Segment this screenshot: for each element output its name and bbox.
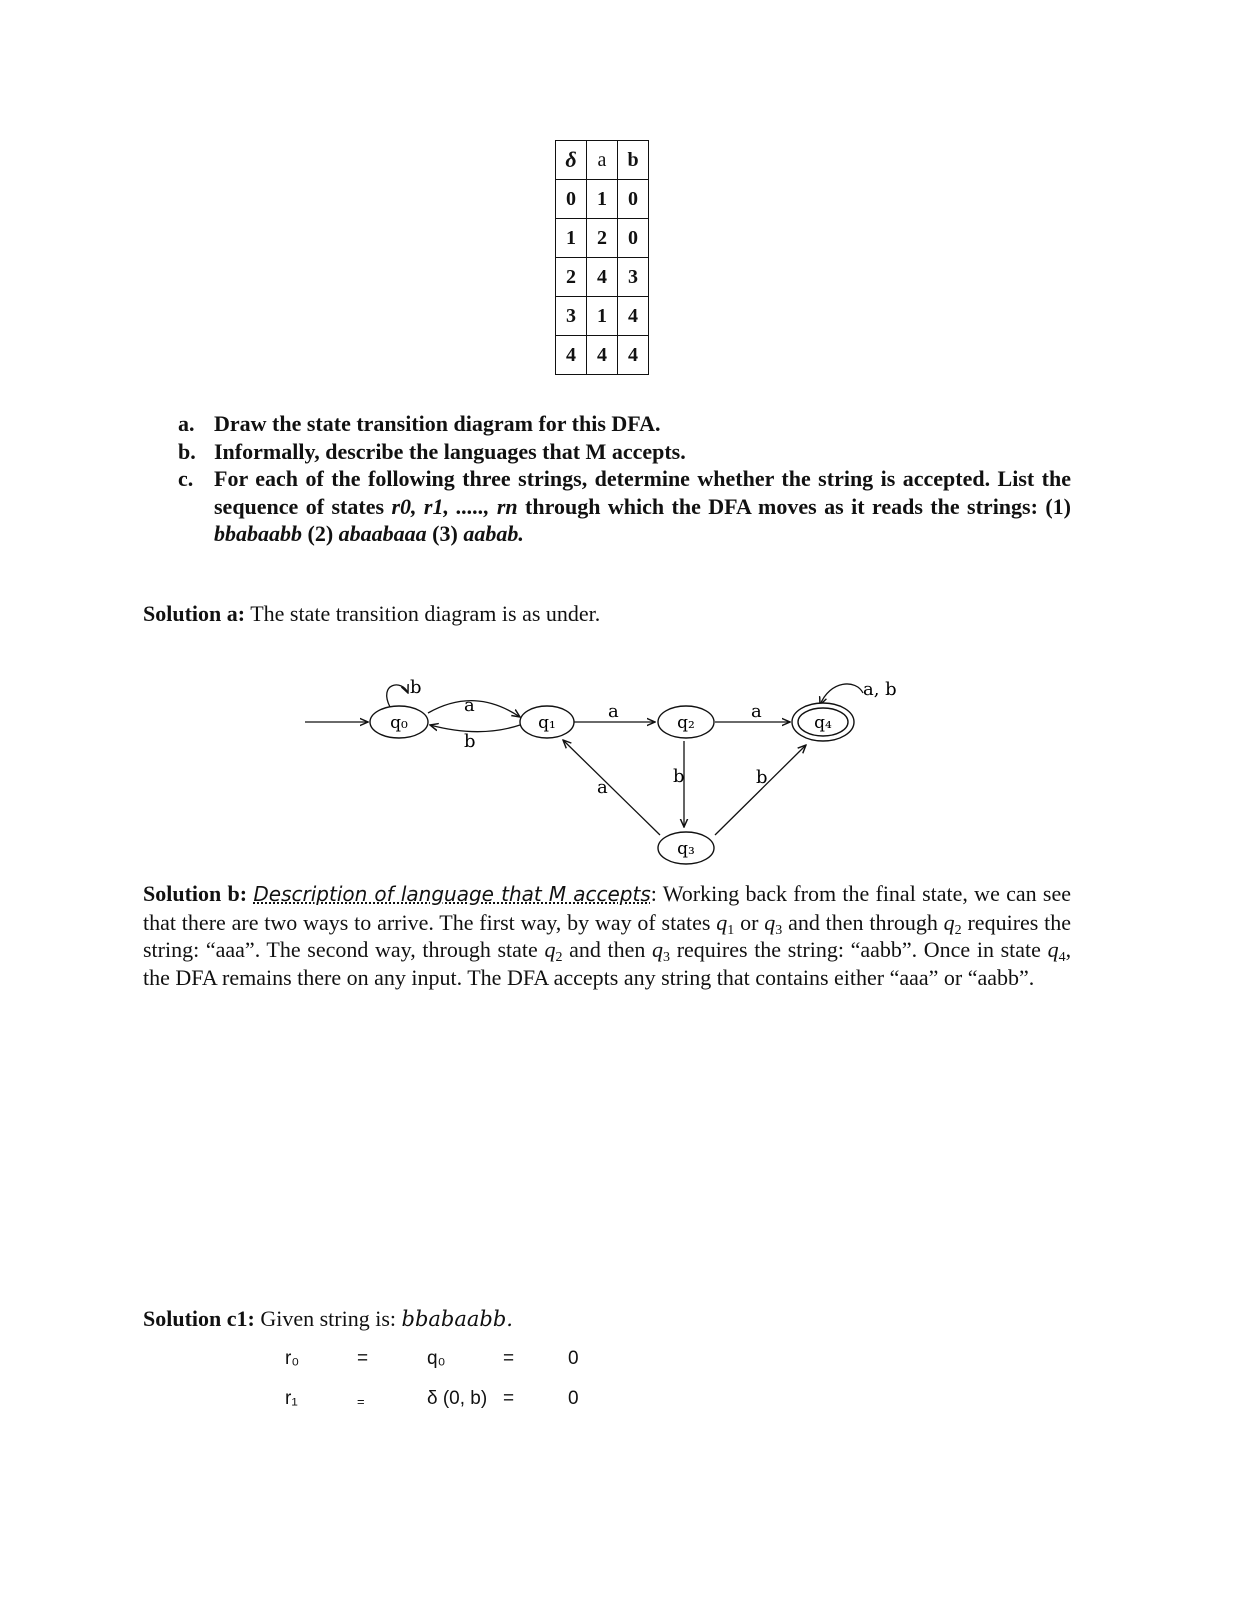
edge-q3-q4 <box>715 745 806 835</box>
table-cell: 2 <box>556 258 587 297</box>
trace-lhs: r₀ <box>285 1348 300 1369</box>
table-row <box>556 180 649 219</box>
state-ref: q <box>764 909 776 935</box>
solution-label: Solution c1: <box>143 1306 255 1331</box>
state-ref-sub: 4 <box>1058 950 1066 965</box>
state-ref: q <box>943 909 955 935</box>
q0-self-loop <box>387 685 408 707</box>
string-label: (2) <box>307 521 334 546</box>
state-label: q₄ <box>814 713 832 733</box>
trace-equals: = <box>357 1394 365 1409</box>
question-text: For each of the following three strings, determine whether the string is accepted. List the sequence of states <box>214 466 1071 519</box>
question-label: c. <box>178 466 194 491</box>
state-label: q₁ <box>538 713 556 733</box>
solution-text: and then through <box>788 909 938 935</box>
solution-text: requires the string: “aaa”. The second way, through state <box>143 909 1072 962</box>
string-label: (3) <box>432 521 458 546</box>
table-row <box>556 219 649 258</box>
string-1: bbabaabb <box>214 521 302 546</box>
string-label: (1) <box>1045 493 1072 519</box>
question-text: through which the DFA moves as it reads the strings: <box>525 493 1038 519</box>
table-cell: 4 <box>618 297 649 336</box>
given-string: bbabaabb. <box>401 1307 513 1331</box>
state-label: q₂ <box>677 713 695 733</box>
solution-text: and then <box>569 937 646 962</box>
table-cell: 3 <box>618 258 649 297</box>
transition-label: b <box>673 766 685 787</box>
question-c <box>178 465 1071 548</box>
transition-label: a <box>608 701 619 722</box>
trace-expression: q₀ <box>427 1348 446 1369</box>
table-cell: 0 <box>618 180 649 219</box>
table-row <box>556 336 649 375</box>
table-cell: 0 <box>618 219 649 258</box>
trace-equals: = <box>503 1348 515 1369</box>
solution-text: requires the string: “aabb”. Once in state <box>676 937 1041 962</box>
solution-label: Solution b: <box>143 881 248 906</box>
string-2: abaabaaa <box>338 521 427 546</box>
state-ref: q <box>716 909 728 935</box>
solution-c1 <box>143 1306 513 1332</box>
transition-label: a <box>751 701 762 722</box>
table-cell: 1 <box>587 180 618 219</box>
transition-label: a <box>464 695 475 716</box>
state-label: q₀ <box>390 713 408 733</box>
state-transition-diagram <box>290 665 930 875</box>
state-ref-sub: 1 <box>727 922 735 938</box>
table-row <box>556 258 649 297</box>
table-cell: 3 <box>556 297 587 336</box>
table-cell: 2 <box>587 219 618 258</box>
trace-equals: = <box>503 1388 515 1409</box>
transition-label: b <box>464 731 476 752</box>
table-cell: 1 <box>556 219 587 258</box>
trace-value: 0 <box>568 1388 579 1409</box>
table-row <box>556 297 649 336</box>
table-cell: 4 <box>587 336 618 375</box>
edge-q3-q1 <box>563 740 660 835</box>
state-ref-sub: 2 <box>954 922 962 938</box>
transition-label: a, b <box>863 679 897 700</box>
string-3: aabab. <box>463 521 524 546</box>
table-header-cell: b <box>618 141 649 180</box>
transition-table <box>555 140 649 375</box>
state-ref-sub: 3 <box>663 950 671 965</box>
question-b <box>178 438 1071 466</box>
transition-label: a <box>597 777 608 798</box>
table-header-cell: a <box>587 141 618 180</box>
solution-text: The state transition diagram is as under. <box>250 601 601 626</box>
q4-self-loop <box>820 684 863 705</box>
table-header-cell: δ <box>556 141 587 180</box>
table-cell: 1 <box>587 297 618 336</box>
question-text: Informally, describe the languages that M accepts. <box>214 438 686 464</box>
question-text: Draw the state transition diagram for this DFA. <box>214 411 661 436</box>
question-list <box>178 410 1071 548</box>
solution-label: Solution a: <box>143 601 246 626</box>
solution-text: Given string is: <box>260 1306 397 1331</box>
table-cell: 0 <box>556 180 587 219</box>
state-ref-sub: 2 <box>555 950 563 965</box>
trace-expression: δ (0, b) <box>427 1388 488 1409</box>
state-ref: q <box>652 937 664 962</box>
question-label: a. <box>178 411 195 436</box>
state-ref: q <box>544 937 556 962</box>
state-ref-sub: 3 <box>775 922 783 938</box>
state-ref: q <box>1047 937 1059 962</box>
trace-value: 0 <box>568 1348 579 1369</box>
transition-label: b <box>410 677 422 698</box>
table-cell: 4 <box>556 336 587 375</box>
solution-text: , the DFA remains there on any input. The DFA accepts any string that contains either “aaa” or “aabb”. <box>143 937 1072 990</box>
solution-text: or <box>740 909 759 935</box>
question-label: b. <box>178 438 196 464</box>
trace-equals: = <box>357 1348 369 1369</box>
solution-b <box>143 880 1071 991</box>
table-header-row <box>556 141 649 180</box>
state-label: q₃ <box>677 839 695 859</box>
table-cell: 4 <box>618 336 649 375</box>
state-sequence: r0, r1, ....., rn <box>391 493 518 519</box>
solution-text: : Working back from the final state, we can see that there are two ways to arrive. The first way, by way of states <box>143 881 1072 935</box>
solution-a <box>143 601 600 627</box>
trace-lhs: r₁ <box>285 1388 298 1409</box>
table-cell: 4 <box>587 258 618 297</box>
question-a <box>178 410 1071 438</box>
solution-b-heading: Description of language that M accepts <box>253 882 651 906</box>
transition-label: b <box>756 767 768 788</box>
